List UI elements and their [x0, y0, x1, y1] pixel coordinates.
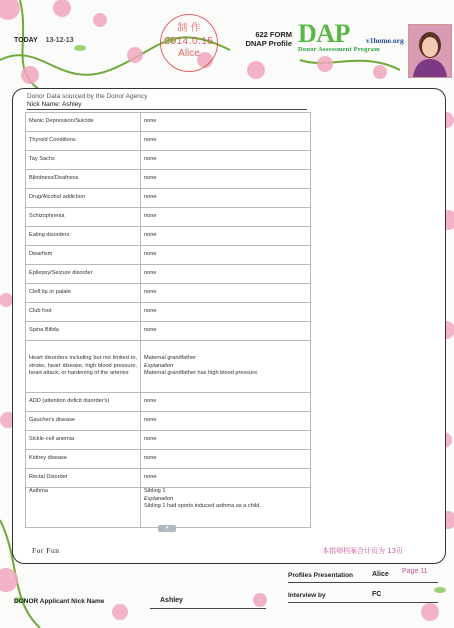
interview-label: Interview by	[288, 592, 326, 599]
table-row	[26, 208, 311, 227]
page-total-note: 本捐卵档案合计页为 13页	[322, 547, 404, 555]
condition-label: Thyroid Conditions	[26, 132, 141, 151]
table-row	[26, 341, 311, 393]
condition-value: none	[141, 322, 311, 341]
table-row	[26, 265, 311, 284]
condition-value: none	[141, 170, 311, 189]
today-value: 13-12-13	[45, 37, 74, 44]
condition-label: Club foot	[26, 303, 141, 322]
table-row	[26, 393, 311, 412]
condition-value: none	[141, 208, 311, 227]
profiles-underline	[288, 582, 438, 583]
condition-label: ADD (attention deficit disorder's)	[26, 393, 141, 412]
interview-value: FC	[372, 591, 382, 598]
table-row	[26, 246, 311, 265]
stamp-name: Alice	[178, 48, 200, 59]
table-row	[26, 132, 311, 151]
explanation-label: Explanation	[144, 362, 174, 369]
profiles-label: Profiles Presentation	[288, 572, 354, 579]
table-row	[26, 431, 311, 450]
condition-value: none	[141, 450, 311, 469]
section-header	[27, 93, 311, 110]
stamp-line-1: 制 作	[177, 23, 201, 34]
table-row	[26, 151, 311, 170]
donor-photo-icon	[409, 25, 451, 77]
condition-value: none	[141, 227, 311, 246]
table-row	[26, 450, 311, 469]
condition-label: Asthma	[26, 488, 141, 528]
explanation-text: Sibling 1 had sports induced asthma as a child.	[144, 503, 261, 510]
condition-label: Dwarfism	[26, 246, 141, 265]
interview-underline	[288, 602, 438, 603]
explanation-text: Maternal grandfather has high blood pressure.	[144, 370, 259, 377]
condition-label: Eating disorders	[26, 227, 141, 246]
applicant-value: Ashley	[160, 597, 183, 604]
table-row	[26, 227, 311, 246]
page-number: Page 11	[402, 568, 428, 575]
approval-stamp	[160, 14, 218, 72]
condition-value: none	[141, 393, 311, 412]
profiles-value: Alice	[372, 571, 389, 578]
condition-label: Gaucher's disease	[26, 412, 141, 431]
condition-label: Manic Depression/Suicide	[26, 113, 141, 132]
affected-relative: Maternal grandfather	[144, 355, 196, 362]
condition-label: Kidney disease	[26, 450, 141, 469]
applicant-label: DONOR Applicant Nick Name	[14, 598, 105, 605]
condition-label: Drug/Alcohol addiction	[26, 189, 141, 208]
condition-value: none	[141, 151, 311, 170]
stamp-date: 2014.0.15	[164, 36, 214, 47]
condition-label: Sickle-cell anemia	[26, 431, 141, 450]
condition-label: Spina Bifida	[26, 322, 141, 341]
condition-label: Rectal Disorder	[26, 469, 141, 488]
table-row	[26, 113, 311, 132]
condition-label: Cleft lip or palate	[26, 284, 141, 303]
for-fun-label: For Fun	[32, 546, 60, 555]
condition-value: none	[141, 189, 311, 208]
nick-name: Nick Name: Ashley	[27, 101, 307, 110]
condition-value: none	[141, 431, 311, 450]
table-row	[26, 170, 311, 189]
form-name: DNAP Profile	[245, 39, 292, 48]
logo-domain: v1home.org	[366, 36, 404, 45]
table-row	[26, 412, 311, 431]
table-row	[26, 189, 311, 208]
condition-label: Schizophrenia	[26, 208, 141, 227]
condition-value: none	[141, 132, 311, 151]
condition-value: none	[141, 113, 311, 132]
dap-logo	[298, 19, 406, 53]
donor-avatar	[408, 24, 452, 78]
affected-relative: Sibling 1	[144, 488, 166, 494]
table-row	[26, 488, 311, 528]
condition-value: none	[141, 265, 311, 284]
condition-value	[141, 488, 311, 528]
logo-subtitle: Donor Assessment Program	[298, 46, 380, 53]
condition-value: none	[141, 246, 311, 265]
table-row	[26, 322, 311, 341]
form-number: 622 FORM	[255, 30, 292, 39]
table-row	[26, 469, 311, 488]
condition-value: none	[141, 469, 311, 488]
medical-history-table	[25, 112, 311, 528]
condition-label: Epilepsy/Seizure disorder	[26, 265, 141, 284]
condition-label: Blindness/Deafness	[26, 170, 141, 189]
form-title	[232, 30, 292, 48]
condition-value: none	[141, 284, 311, 303]
condition-label: Heart disorders including but not limited to, stroke, heart disease, high blood pressure, heart attack, or hardening of the arteries	[26, 341, 141, 393]
applicant-underline	[150, 608, 266, 609]
today-label: TODAY	[14, 37, 38, 44]
today-field	[14, 37, 74, 44]
condition-value	[141, 341, 311, 393]
explanation-label: Explanation	[144, 495, 174, 502]
scroll-handle[interactable]: ▾	[158, 525, 176, 532]
section-title: Donor Data sourced by the Donor Agency	[27, 93, 148, 100]
table-row	[26, 284, 311, 303]
condition-value: none	[141, 412, 311, 431]
condition-label: Tay Sachs	[26, 151, 141, 170]
condition-value: none	[141, 303, 311, 322]
table-row	[26, 303, 311, 322]
logo-main: DAP	[298, 19, 350, 48]
